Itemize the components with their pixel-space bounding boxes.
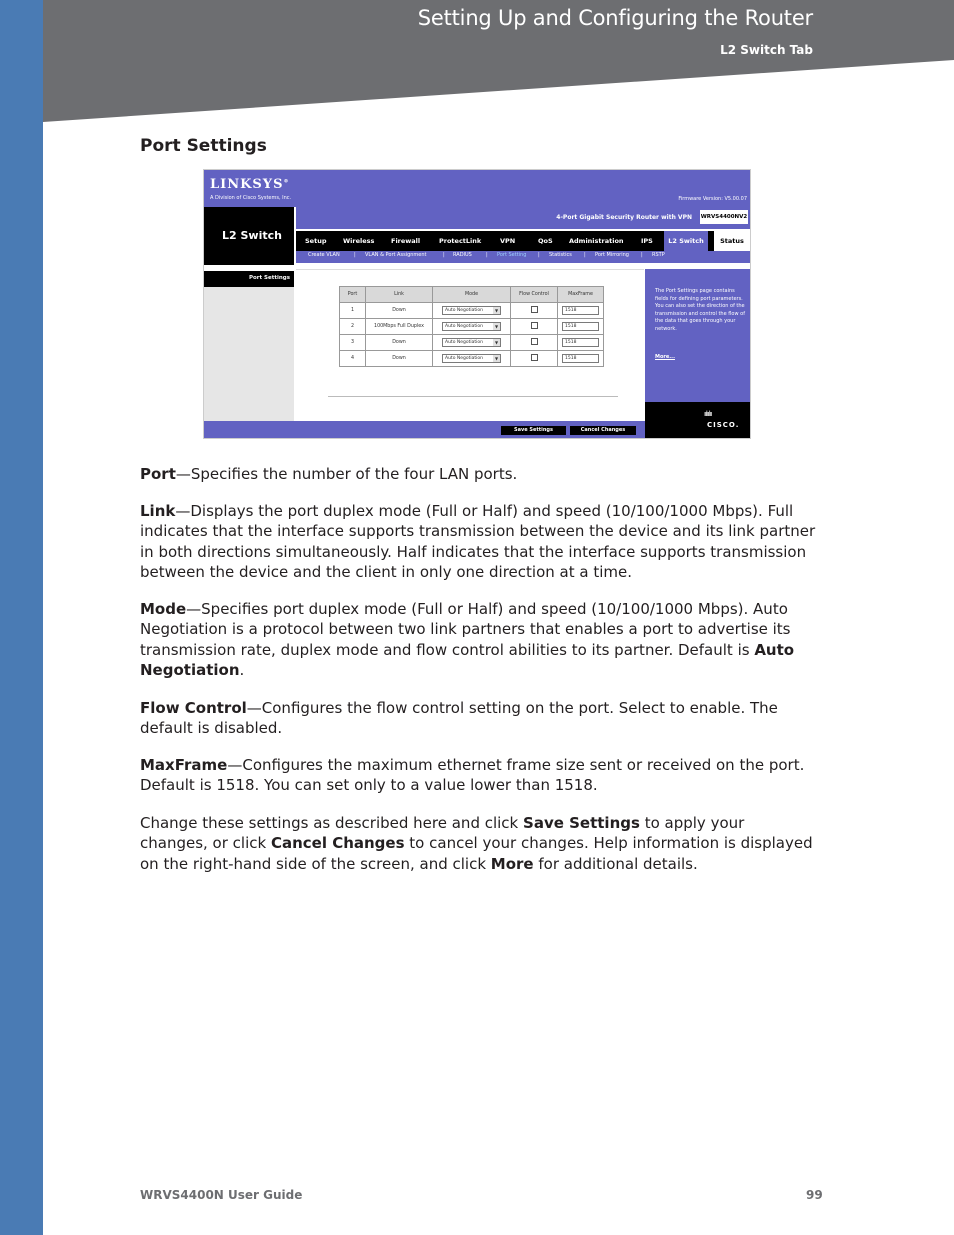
cisco-bars-icon: ıılıılıı <box>704 410 712 418</box>
sidebar-panel <box>204 287 294 421</box>
flow-control-checkbox[interactable] <box>531 306 538 313</box>
chapter-title: Setting Up and Configuring the Router <box>417 6 813 30</box>
chevron-down-icon: ▼ <box>494 356 499 361</box>
maxframe-input[interactable]: 1518 <box>562 322 599 331</box>
instructions-part-2: to apply your changes, or click <box>140 814 745 853</box>
mode-cell <box>433 319 511 335</box>
mode-cell <box>433 351 511 367</box>
page-number: 99 <box>806 1188 823 1202</box>
flow-control-checkbox[interactable] <box>531 338 538 345</box>
subtab-port-setting[interactable]: Port Setting <box>497 252 527 258</box>
instructions-paragraph <box>140 813 816 874</box>
column-header-flow-control: Flow Control <box>511 287 558 303</box>
section-subtitle: L2 Switch Tab <box>720 43 813 57</box>
maxframe-description: —Configures the maximum ethernet frame size sent or received on the port. Default is 1518. You can set only to a value lower than 1518. <box>140 756 805 795</box>
logo-subtitle: A Division of Cisco Systems, Inc. <box>210 195 292 201</box>
subtab-rstp[interactable]: RSTP <box>652 252 665 258</box>
port-paragraph <box>140 464 816 484</box>
subtab-separator: | <box>538 252 540 258</box>
subtab-create-vlan[interactable]: Create VLAN <box>308 252 340 258</box>
help-text: The Port Settings page contains fields for defining port parameters. You can also set the direction of the transmission and control the flow of the data that goes through your network. <box>655 288 745 332</box>
help-more-link[interactable]: More... <box>655 354 675 360</box>
save-settings-button[interactable]: Save Settings <box>501 426 566 435</box>
product-name: 4-Port Gigabit Security Router with VPN <box>556 214 692 221</box>
column-header-mode: Mode <box>433 287 511 303</box>
port-number: 4 <box>340 351 366 367</box>
maxframe-cell <box>558 319 604 335</box>
firmware-version: Firmware Version: V5.00.07 <box>678 196 747 202</box>
tab-setup[interactable]: Setup <box>305 237 327 245</box>
table-row <box>340 335 604 351</box>
link-status: Down <box>366 303 433 319</box>
instructions-part-1: Change these settings as described here and click <box>140 814 524 832</box>
router-screenshot <box>203 169 751 439</box>
port-number: 1 <box>340 303 366 319</box>
mode-value: Auto Negotiation <box>445 324 484 329</box>
mode-select[interactable] <box>442 322 501 331</box>
registered-mark: ® <box>283 178 290 185</box>
column-header-link: Link <box>366 287 433 303</box>
flow-control-term: Flow Control <box>140 699 247 717</box>
port-settings-table <box>339 286 604 367</box>
port-term: Port <box>140 465 176 483</box>
maxframe-input[interactable]: 1518 <box>562 338 599 347</box>
instructions-part-3: to cancel your changes. Help information is displayed on the right-hand side of the screen, and click <box>140 834 813 873</box>
link-description: —Displays the port duplex mode (Full or Half) and speed (10/100/1000 Mbps). Full indicates that the interface supports transmission between the device and its link partner in both directions simultaneously. Half indicates that the interface supports transmission between the device and the client in only one direction at a time. <box>140 502 816 581</box>
column-header-maxframe: MaxFrame <box>558 287 604 303</box>
link-status: 100Mbps Full Duplex <box>366 319 433 335</box>
port-number: 3 <box>340 335 366 351</box>
maxframe-cell <box>558 335 604 351</box>
subtab-separator: | <box>486 252 488 258</box>
subtab-statistics[interactable]: Statistics <box>549 252 572 258</box>
subtab-vlan-port-assignment[interactable]: VLAN & Port Assignment <box>365 252 427 258</box>
link-paragraph <box>140 501 816 582</box>
link-status: Down <box>366 351 433 367</box>
tab-firewall[interactable]: Firewall <box>391 237 421 245</box>
tab-qos[interactable]: QoS <box>538 237 553 245</box>
tab-vpn[interactable]: VPN <box>500 237 516 245</box>
mode-default: Auto Negotiation <box>140 640 795 679</box>
table-row <box>340 319 604 335</box>
tab-l2-switch[interactable]: L2 Switch <box>664 231 708 251</box>
table-header-row <box>340 287 604 303</box>
mode-select[interactable] <box>442 338 501 347</box>
maxframe-input[interactable]: 1518 <box>562 354 599 363</box>
table-row <box>340 303 604 319</box>
mode-select[interactable] <box>442 306 501 315</box>
mode-value: Auto Negotiation <box>445 308 484 313</box>
instructions-part-4: for additional details. <box>533 854 698 873</box>
save-settings-ref: Save Settings <box>523 814 640 832</box>
chevron-down-icon: ▼ <box>494 324 499 329</box>
flow-control-checkbox[interactable] <box>531 322 538 329</box>
tab-administration[interactable]: Administration <box>569 237 624 245</box>
flow-cell <box>511 303 558 319</box>
maxframe-cell <box>558 351 604 367</box>
model-badge: WRVS4400NV2 <box>700 210 748 224</box>
tab-status[interactable]: Status <box>714 231 750 251</box>
port-number: 2 <box>340 319 366 335</box>
mode-cell <box>433 335 511 351</box>
port-description: —Specifies the number of the four LAN ports. <box>175 465 518 483</box>
left-color-bar <box>0 0 43 1235</box>
cancel-changes-ref: Cancel Changes <box>270 834 405 853</box>
flow-cell <box>511 351 558 367</box>
flow-control-paragraph <box>140 698 816 739</box>
subtab-separator: | <box>641 252 643 258</box>
flow-control-checkbox[interactable] <box>531 354 538 361</box>
linksys-logo <box>210 177 289 192</box>
subtab-port-mirroring[interactable]: Port Mirroring <box>595 252 629 258</box>
mode-cell <box>433 303 511 319</box>
content-divider <box>328 396 618 397</box>
mode-term: Mode <box>140 600 187 618</box>
maxframe-cell <box>558 303 604 319</box>
mode-paragraph <box>140 599 816 680</box>
table-row <box>340 351 604 367</box>
link-status: Down <box>366 335 433 351</box>
flow-control-description: —Configures the flow control setting on the port. Select to enable. The default is disabled. <box>140 699 778 738</box>
mode-select[interactable] <box>442 354 501 363</box>
more-ref: More <box>490 854 534 873</box>
tab-wireless[interactable]: Wireless <box>343 237 375 245</box>
footer-guide-title: WRVS4400N User Guide <box>140 1188 303 1202</box>
maxframe-input[interactable]: 1518 <box>562 306 599 315</box>
subtab-separator: | <box>584 252 586 258</box>
cancel-changes-button[interactable]: Cancel Changes <box>570 426 636 435</box>
chevron-down-icon: ▼ <box>494 340 499 345</box>
chevron-down-icon: ▼ <box>494 308 499 313</box>
maxframe-paragraph <box>140 755 816 796</box>
cisco-logo: CISCO. <box>707 421 740 429</box>
flow-cell <box>511 319 558 335</box>
mode-description: —Specifies port duplex mode (Full or Half) and speed (10/100/1000 Mbps). Auto Negotiation is a protocol between two link partners that enables a port to advertise its transmission rate, duplex mode and flow control abilities to its partner. Default is <box>140 600 791 659</box>
subtab-separator: | <box>354 252 356 258</box>
section-label: L2 Switch <box>222 229 282 242</box>
mode-value: Auto Negotiation <box>445 340 484 345</box>
logo-text: LINKSYS <box>210 177 284 192</box>
mode-value: Auto Negotiation <box>445 356 484 361</box>
mode-end: . <box>239 660 245 679</box>
flow-cell <box>511 335 558 351</box>
sidebar-port-settings: Port Settings <box>248 275 290 281</box>
section-heading: Port Settings <box>140 136 267 156</box>
link-term: Link <box>140 502 176 520</box>
subtab-separator: | <box>443 252 445 258</box>
tab-protectlink[interactable]: ProtectLink <box>439 237 482 245</box>
maxframe-term: MaxFrame <box>140 756 228 774</box>
subtab-radius[interactable]: RADIUS <box>453 252 472 258</box>
tab-ips[interactable]: IPS <box>641 237 653 245</box>
column-header-port: Port <box>340 287 366 303</box>
